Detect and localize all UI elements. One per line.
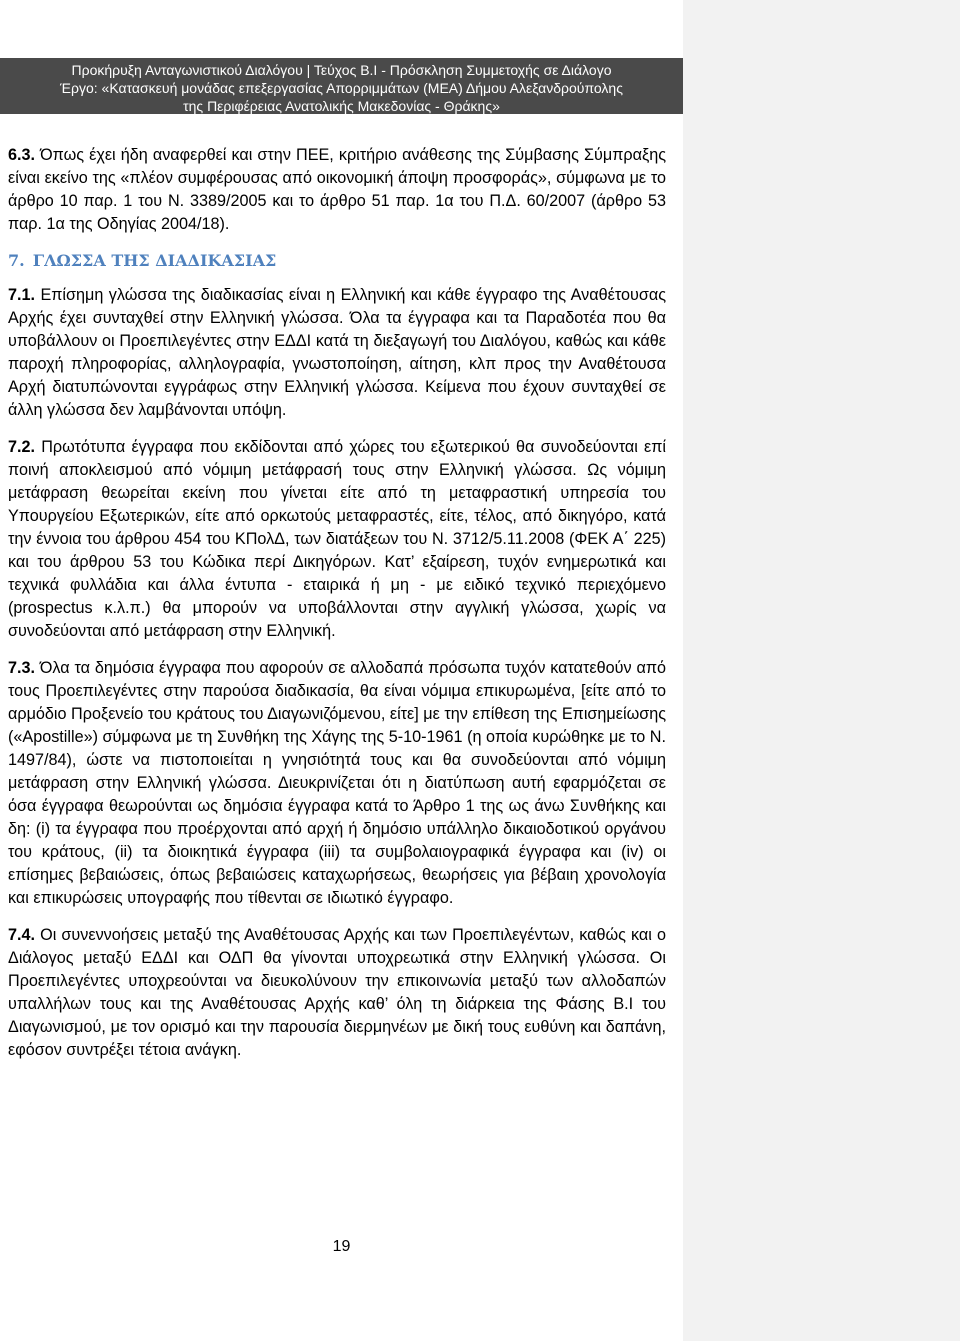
section-number: 7.4. — [8, 926, 36, 944]
section-text: Επίσημη γλώσσα της διαδικασίας είναι η Ελληνική και κάθε έγγραφο της Αναθέτουσας Αρχής έχει συνταχθεί στην Ελληνική γλώσσα. Όλα τα έγγραφα και τα Παραδοτέα που θα υποβάλλουν οι Προεπιλεγέντες στην ΕΔΔΙ κατά τη διεξαγωγή του Διαλόγου, καθώς και κάθε παροχή πληροφορίας, αλληλογραφία, γνωστοποίηση, αίτηση, κλπ προς την Αναθέτουσα Αρχή διατυπώνονται εγγράφως στην Ελληνική γλώσσα. Κείμενα που έχουν συνταχθεί σε άλλη γλώσσα δεν λαμβάνονται υπόψη. — [8, 286, 666, 419]
section-number: 7.2. — [8, 438, 36, 456]
document-header — [0, 58, 683, 114]
document-body — [8, 144, 666, 1076]
section-7-heading — [8, 250, 666, 272]
section-text: Όπως έχει ήδη αναφερθεί και στην ΠΕΕ, κριτήριο ανάθεσης της Σύμβασης Σύμπραξης είναι εκείνο της «πλέον συμφέρουσας από οικονομική άποψη προσφοράς», σύμφωνα με το άρθρο 10 παρ. 1 του Ν. 3389/2005 και το άρθρο 51 παρ. 1α του Π.Δ. 60/2007 (άρθρο 53 παρ. 1α της Οδηγίας 2004/18). — [8, 146, 666, 233]
section-text: Οι συνεννοήσεις μεταξύ της Αναθέτουσας Αρχής και των Προεπιλεγέντων, καθώς και ο Διάλογος μεταξύ ΕΔΔΙ και ΟΔΠ θα γίνονται υποχρεωτικά στην Ελληνική γλώσσα. Οι Προεπιλεγέντες υποχρεούνται να διευκολύνουν την επικοινωνία μεταξύ των αλλοδαπών υπαλλήλων τους και της Αναθέτουσας Αρχής καθ’ όλη τη διάρκεια της Φάσης Β.Ι του Διαγωνισμού, με τον ορισμό και την παρουσία διερμηνέων με δική τους ευθύνη και δαπάνη, εφόσον συντρέξει τέτοια ανάγκη. — [8, 926, 666, 1059]
header-line-2: Έργο: «Κατασκευή μονάδας επεξεργασίας Απορριμμάτων (ΜΕΑ) Δήμου Αλεξανδρούπολης — [60, 80, 623, 96]
section-number: 6.3. — [8, 146, 36, 164]
section-text: Όλα τα δημόσια έγγραφα που αφορούν σε αλλοδαπά πρόσωπα τυχόν κατατεθούν από τους Προεπιλεγέντες στην παρούσα διαδικασία, θα είναι νόμιμα επικυρωμένα, [είτε από το αρμόδιο Προξενείο του κράτους του Διαγωνιζόμενου, είτε] με την επίθεση της Επισημείωσης («Apostille») σύμφωνα με τη Συνθήκη της Χάγης της 5-10-1961 (η οποία κυρώθηκε με το Ν. 1497/84), ώστε να πιστοποιείται η γνησιότητά τους και θα συνοδεύονται από νόμιμη μετάφραση στην Ελληνική γλώσσα. Διευκρινίζεται ότι η διατύπωση αυτή εφαρμόζεται σε όσα έγγραφα θεωρούνται ως δημόσια έγγραφα κατά το Άρθρο 1 της ως άνω Συνθήκης και δη: (i) τα έγγραφα που προέρχονται από αρχή ή δημόσιο υπάλληλο δικαιοδοτικού οργάνου του κράτους, (ii) τα διοικητικά έγγραφα (iii) τα συμβολαιογραφικά έγγραφα και (iv) οι επίσημες βεβαιώσεις, όπως βεβαιώσεις καταχωρήσεως, θεωρήσεις για βέβαιη χρονολογία και επικυρώσεις υπογραφής που τίθενται σε ιδιωτικό έγγραφο. — [8, 659, 666, 907]
right-margin-panel — [683, 0, 960, 1341]
section-number: 7.3. — [8, 659, 36, 677]
section-7-2 — [8, 436, 666, 643]
header-line-1: Προκήρυξη Ανταγωνιστικού Διαλόγου | Τεύχος Β.Ι - Πρόσκληση Συμμετοχής σε Διάλογο — [71, 62, 612, 78]
section-6-3 — [8, 144, 666, 236]
page-number: 19 — [332, 1238, 351, 1255]
section-7-4 — [8, 924, 666, 1062]
header-line-3: της Περιφέρειας Ανατολικής Μακεδονίας - Θράκης» — [183, 98, 500, 114]
section-number: 7.1. — [8, 286, 36, 304]
heading-title: ΓΛΩΣΣΑ ΤΗΣ ΔΙΑΔΙΚΑΣΙΑΣ — [32, 251, 277, 270]
section-7-3 — [8, 657, 666, 910]
section-text: Πρωτότυπα έγγραφα που εκδίδονται από χώρες του εξωτερικού θα συνοδεύονται επί ποινή αποκλεισμού από νόμιμη μετάφρασή τους στην Ελληνική γλώσσα. Ως νόμιμη μετάφραση θεωρείται εκείνη που γίνεται είτε από τη μεταφραστική υπηρεσία του Υπουργείου Εξωτερικών, είτε από ορκωτούς μεταφραστές, είτε, τέλος, από δικηγόρο, κατά την έννοια του άρθρου 454 του ΚΠολΔ, των διατάξεων του Ν. 3712/5.11.2008 (ΦΕΚ Α΄ 225) και του άρθρου 53 του Κώδικα περί Δικηγόρων. Κατ’ εξαίρεση, τυχόν ενημερωτικά και τεχνικά φυλλάδια και άλλα έντυπα - εταιρικά ή μη - με ειδικό τεχνικό περιεχόμενο (prospectus κ.λ.π.) θα μπορούν να υποβάλλονται στην αγγλική γλώσσα, χωρίς να συνοδεύονται από μετάφραση στην Ελληνική. — [8, 438, 667, 640]
heading-number: 7. — [8, 251, 25, 270]
section-7-1 — [8, 284, 666, 422]
